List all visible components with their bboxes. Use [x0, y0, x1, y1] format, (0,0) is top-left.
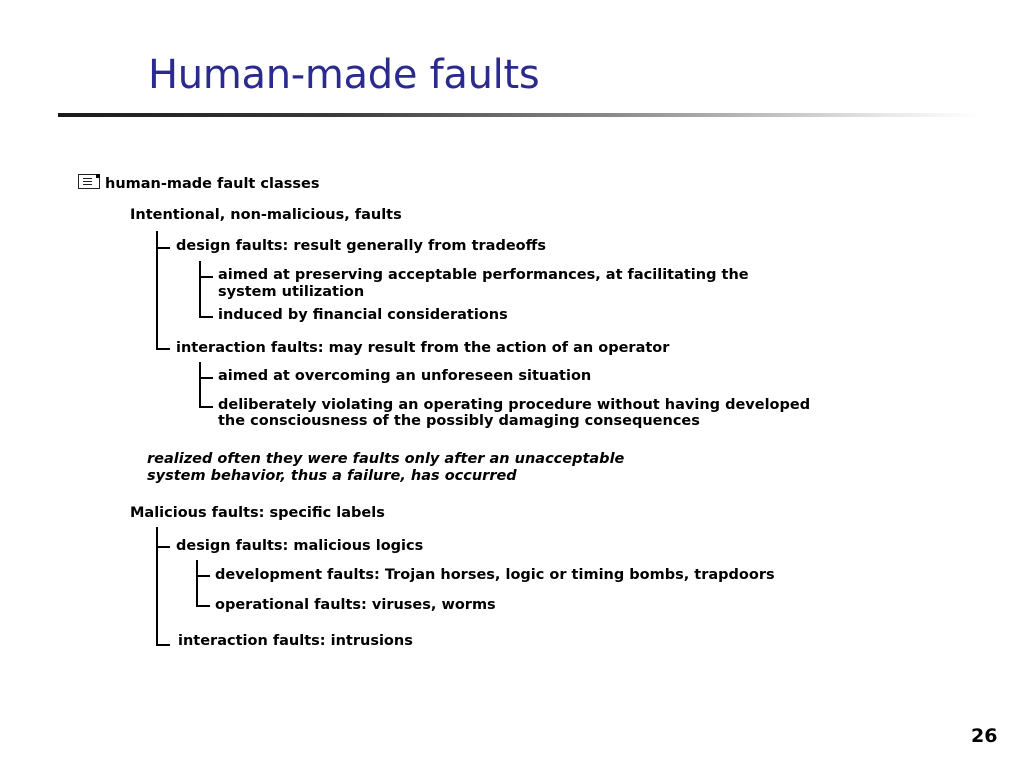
intentional-interaction-faults: interaction faults: may result from the action of an operator: [176, 340, 670, 356]
bracket-line: [199, 276, 213, 278]
bracket-line: [196, 560, 198, 607]
bracket-line: [199, 362, 201, 408]
intentional-design-faults: design faults: result generally from tradeoffs: [176, 238, 546, 254]
bracket-line: [199, 406, 213, 408]
bracket-line: [156, 546, 170, 548]
bracket-line: [156, 247, 170, 249]
bracket-line: [199, 316, 213, 318]
bracket-line: [199, 377, 213, 379]
malicious-design-faults: design faults: malicious logics: [176, 538, 424, 554]
interaction-sub-item: aimed at overcoming an unforeseen situation: [218, 368, 592, 384]
design-sub-item: aimed at preserving acceptable performances, at facilitating the: [218, 267, 749, 283]
malicious-design-sub-item: operational faults: viruses, worms: [215, 597, 496, 613]
page-number: 26: [971, 725, 998, 747]
bracket-line: [196, 605, 210, 607]
malicious-interaction-faults: interaction faults: intrusions: [178, 633, 413, 649]
title-underline: [58, 113, 978, 117]
bracket-line: [196, 575, 210, 577]
interaction-sub-item: the consciousness of the possibly damaging consequences: [218, 413, 700, 429]
intentional-note: system behavior, thus a failure, has occurred: [147, 468, 517, 484]
interaction-sub-item: deliberately violating an operating procedure without having developed: [218, 397, 811, 413]
bracket-line: [199, 261, 201, 318]
document-icon: [78, 174, 100, 189]
tree-root-label: human-made fault classes: [105, 176, 320, 192]
intentional-note: realized often they were faults only after an unacceptable: [147, 451, 625, 467]
malicious-design-sub-item: development faults: Trojan horses, logic or timing bombs, trapdoors: [215, 567, 775, 583]
malicious-heading: Malicious faults: specific labels: [130, 505, 385, 521]
slide-title: Human-made faults: [148, 52, 540, 98]
intentional-heading: Intentional, non-malicious, faults: [130, 207, 402, 223]
design-sub-item: system utilization: [218, 284, 365, 300]
bracket-line: [156, 348, 170, 350]
design-sub-item: induced by financial considerations: [218, 307, 508, 323]
bracket-line: [156, 644, 170, 646]
bracket-line: [156, 527, 158, 646]
